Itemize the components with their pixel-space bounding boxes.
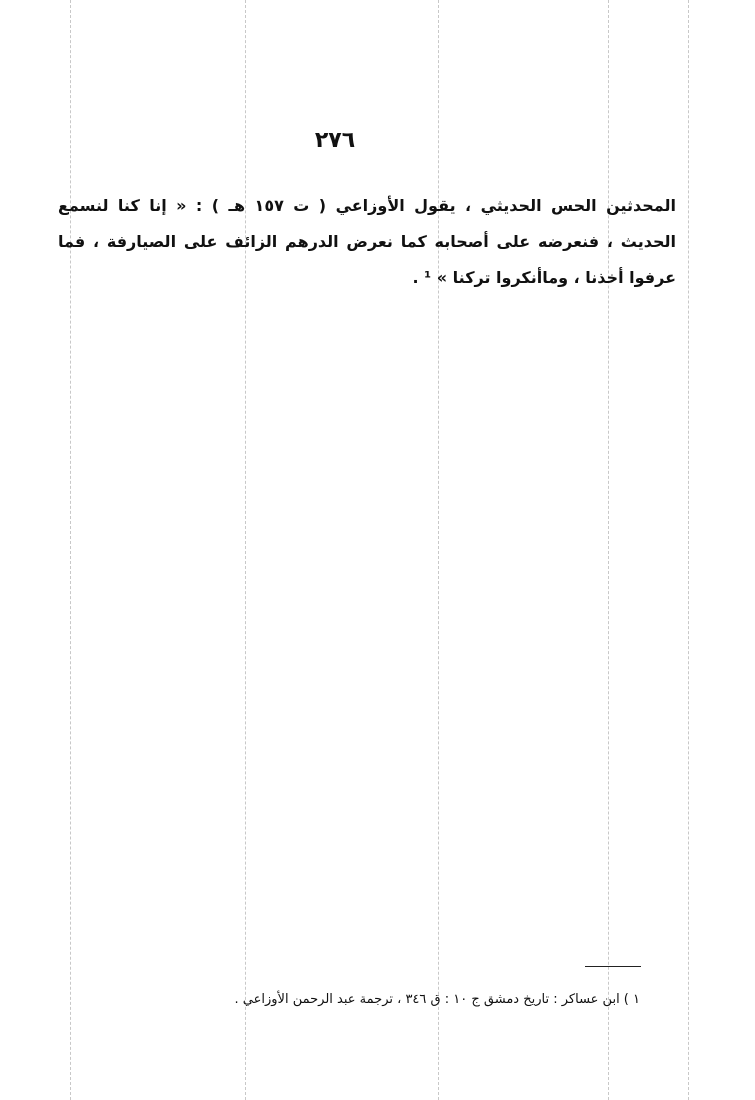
body-line: الحديث ، فنعرضه على أصحابه كما نعرض الدرهم الزائف على الصيارفة ، فما (58, 232, 676, 251)
column-guide-line (70, 0, 71, 1100)
column-guide-line (438, 0, 439, 1100)
footnote: ١ ) ابن عساكر : تاريخ دمشق ج ١٠ : ق ٣٤٦ ، ترجمة عبد الرحمن الأوزاعي . (234, 992, 640, 1007)
body-line: المحدثين الحس الحديثي ، يقول الأوزاعي ( ت ١٥٧ هـ ) : « إنا كنا لنسمع (58, 196, 677, 215)
footnote-separator (585, 966, 641, 967)
body-line: عرفوا أخذنا ، وماأنكروا تركنا » ¹ . (412, 268, 676, 287)
page-number: ٢٧٦ (314, 128, 356, 153)
column-guide-line (245, 0, 246, 1100)
body-paragraph (58, 188, 676, 296)
column-guide-line (688, 0, 689, 1100)
column-guide-line (608, 0, 609, 1100)
